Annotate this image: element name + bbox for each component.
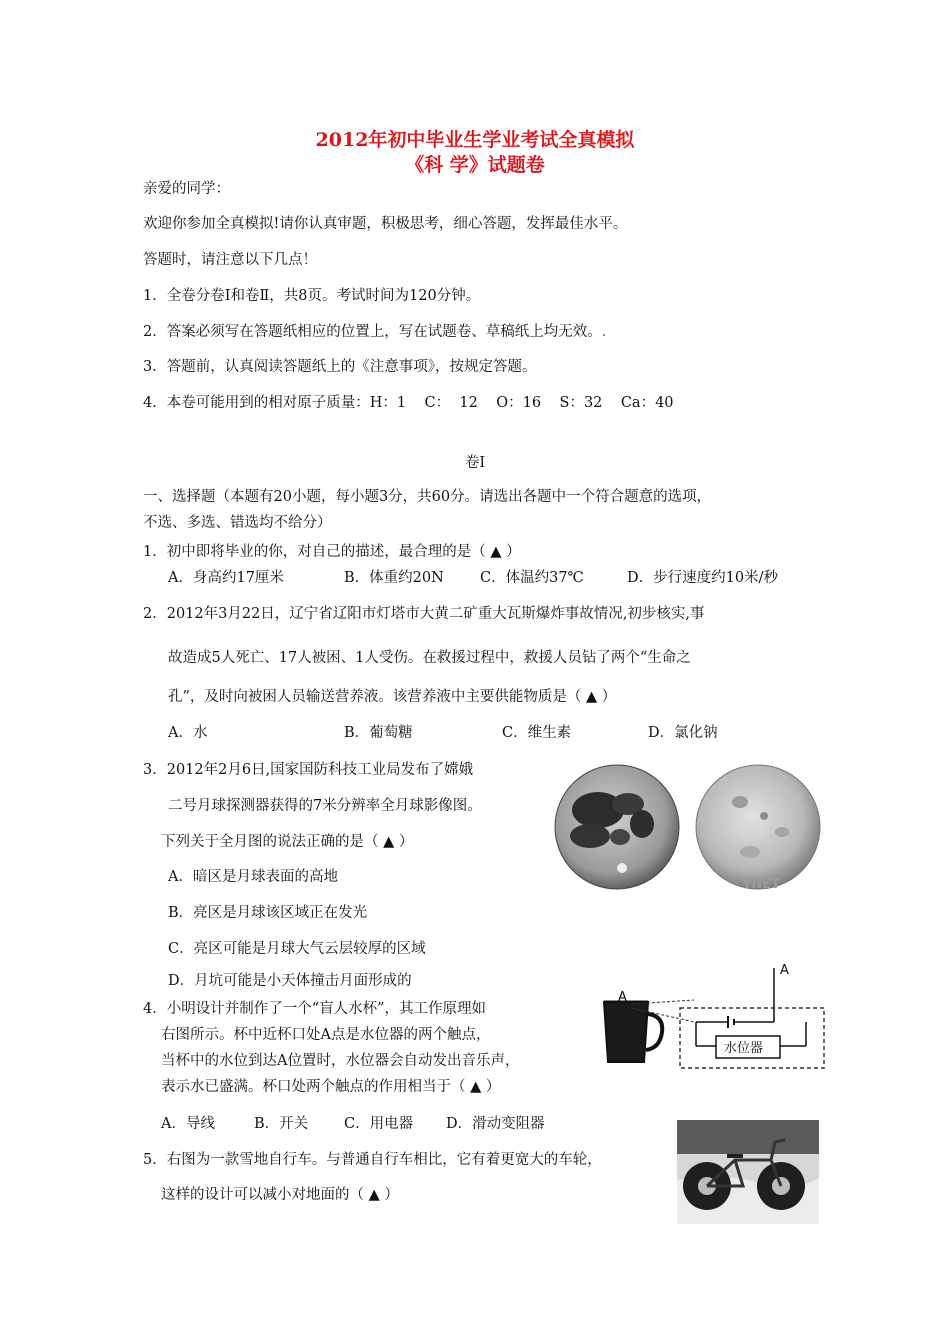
welcome-text: 欢迎你参加全真模拟!请你认真审题，积极思考，细心答题，发挥最佳水平。 xyxy=(143,216,628,232)
q4-option-c: C．用电器 xyxy=(344,1116,414,1132)
q2-line-2: 故造成5人死亡、17人被困、1人受伤。在救援过程中，救援人员钻了两个“生命之 xyxy=(168,650,691,666)
q4-line-3: 当杯中的水位到达A位置时，水位器会自动发出音乐声， xyxy=(161,1053,520,1069)
q3-option-d: D．月坑可能是小天体撞击月面形成的 xyxy=(168,973,412,989)
q4-option-b: B．开关 xyxy=(254,1116,309,1132)
note-4: 4．本卷可能用到的相对原子质量：H：1 C： 12 O：16 S：32 Ca：40 xyxy=(143,395,674,411)
note-2-text: 2．答案必须写在答题纸相应的位置上，写在试题卷、草稿纸上均无效。 xyxy=(143,324,602,340)
q1-option-b: B．体重约20N xyxy=(344,570,444,586)
snow-bike-image xyxy=(677,1120,819,1224)
greeting: 亲爱的同学： xyxy=(143,181,230,197)
q4-option-a: A．导线 xyxy=(161,1116,215,1132)
q1-option-c: C．体温约37℃ xyxy=(480,570,584,586)
q3-option-b: B．亮区是月球该区域正在发光 xyxy=(168,905,368,921)
water-level-device-label: 水位器 xyxy=(724,1041,764,1056)
q2-line-1: 2．2012年3月22日，辽宁省辽阳市灯塔市大黄二矿重大瓦斯爆炸事故情况,初步核实,事 xyxy=(143,606,705,622)
cup-point-label: A xyxy=(618,990,627,1005)
page-subtitle: 《科 学》试题卷 xyxy=(405,154,545,176)
q3-option-a: A．暗区是月球表面的高地 xyxy=(168,869,338,885)
moon-watermark: YNET xyxy=(742,877,781,892)
q3-line-1: 3．2012年2月6日,国家国防科技工业局发布了嫦娥 xyxy=(143,762,474,778)
q2-options xyxy=(168,723,718,743)
section-heading: 一、选择题（本题有20小题，每小题3分，共60分。请选出各题中一个符合题意的选项， xyxy=(143,489,712,505)
note-2 xyxy=(143,322,606,342)
q2-option-c: C．维生素 xyxy=(502,725,572,741)
q3-line-3: 下列关于全月图的说法正确的是（ ▲ ） xyxy=(161,834,414,850)
q2-line-3: 孔”，及时向被困人员输送营养液。该营养液中主要供能物质是（ ▲ ） xyxy=(168,689,617,705)
note-3: 3．答题前，认真阅读答题纸上的《注意事项》，按规定答题。 xyxy=(143,359,537,375)
contact-point-label: A xyxy=(780,963,789,978)
q2-option-a: A．水 xyxy=(168,725,208,741)
q3-line-2: 二号月球探测器获得的7米分辨率全月球影像图。 xyxy=(168,798,482,814)
q2-option-b: B．葡萄糖 xyxy=(344,725,413,741)
q1-option-a: A．身高约17厘米 xyxy=(168,570,284,586)
volume-label: 卷Ⅰ xyxy=(464,455,486,471)
q4-line-4: 表示水已盛满。杯口处两个触点的作用相当于（ ▲ ） xyxy=(161,1079,501,1095)
note-1: 1．全卷分卷Ⅰ和卷Ⅱ，共8页。考试时间为120分钟。 xyxy=(143,288,481,304)
notice-lead: 答题时，请注意以下几点！ xyxy=(143,252,317,268)
q4-option-d: D．滑动变阻器 xyxy=(446,1116,545,1132)
q1-options xyxy=(168,568,778,588)
q5-line-2: 这样的设计可以减小对地面的（ ▲ ） xyxy=(161,1187,399,1203)
cup-icon xyxy=(604,1002,648,1062)
moon-near-side xyxy=(555,765,679,889)
moon-image xyxy=(550,762,830,892)
q4-line-2: 右图所示。杯中近杯口处A点是水位器的两个触点， xyxy=(161,1027,491,1043)
q4-options xyxy=(161,1114,545,1134)
page-title: 2012年初中毕业生学业考试全真模拟 xyxy=(315,129,635,151)
note-2-mark: . xyxy=(601,324,607,340)
q1-stem: 1．初中即将毕业的你，对自己的描述，最合理的是（ ▲ ） xyxy=(143,544,521,560)
q2-option-d: D．氯化钠 xyxy=(648,725,718,741)
section-heading-cont: 不选、多选、错选均不给分） xyxy=(143,515,332,531)
moon-far-side xyxy=(696,765,820,889)
q4-line-1: 4．小明设计并制作了一个“盲人水杯”，其工作原理如 xyxy=(143,1001,487,1017)
q5-line-1: 5．右图为一款雪地自行车。与普通自行车相比，它有着更宽大的车轮， xyxy=(143,1152,602,1168)
water-level-diagram xyxy=(598,960,833,1070)
q1-option-d: D．步行速度约10米/秒 xyxy=(627,570,778,586)
q3-option-c: C．亮区可能是月球大气云层较厚的区域 xyxy=(168,941,426,957)
